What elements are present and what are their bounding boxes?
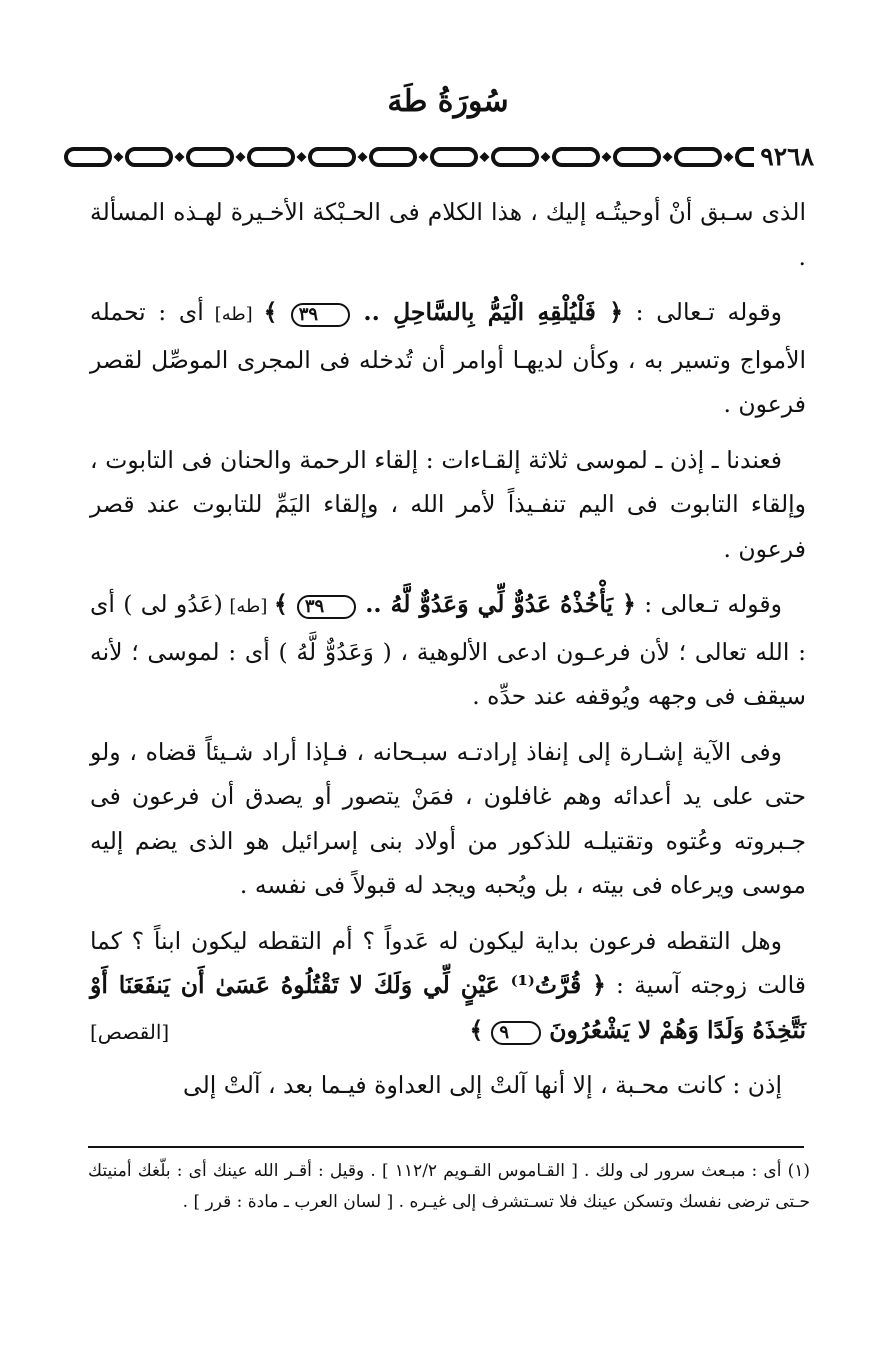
chain-diamond: [236, 152, 246, 162]
paragraph-3-text: فعندنا ـ إذن ـ لموسى ثلاثة إلقـاءات : إلقاء الرحمة والحنان فى التابوت ، وإلقاء التابوت فى اليم تنفـيذاً لأمر الله ، وإلقاء اليَمِّ للتابوت عند قصر فرعون .: [90, 445, 806, 563]
paragraph-2: [90, 290, 806, 427]
chain-link: [127, 149, 171, 165]
verse-number-marker: ٩: [491, 1021, 541, 1045]
chain-diamond: [541, 152, 551, 162]
chain-diamond: [175, 152, 185, 162]
paragraph-3: [90, 438, 806, 572]
chain-link: [554, 149, 598, 165]
quran-verse: ﴿ قُرَّتُ⁽¹⁾ عَيْنٍ لِّي وَلَكَ لا تَقْتُلُوهُ عَسَىٰ أَن يَنفَعَنَا أَوْ نَتَّخِذَهُ وَلَدًا وَهُمْ لا يَشْعُرُونَ: [90, 971, 806, 1044]
chain-diamond: [663, 152, 673, 162]
header-ornament-row: [64, 140, 836, 174]
chain-diamond: [297, 152, 307, 162]
paragraph-7-text: إذن : كانت محـبة ، إلا أنها آلتْ إلى العداوة فيـما بعد ، آلتْ إلى: [182, 1071, 782, 1099]
paragraph-6: [90, 919, 806, 1053]
paragraph-5: [90, 730, 806, 908]
paragraph-4-intro: وقوله تـعالى :: [635, 590, 783, 618]
chain-diamond: [480, 152, 490, 162]
paragraph-6-intro: وهل التقطه فرعون بداية ليكون له عَدواً ؟ أم التقطه ليكون ابناً ؟ كما قالت زوجته آسية :: [90, 926, 806, 999]
verse-number-marker: ٣٩: [291, 303, 350, 327]
chain-diamond: [602, 152, 612, 162]
chain-diamond: [114, 152, 124, 162]
footnote-divider: [88, 1146, 804, 1148]
chain-diamond: [358, 152, 368, 162]
verse-number-marker: ٣٩: [297, 595, 356, 619]
verse-close-bracket: ﴾: [263, 298, 291, 326]
chain-link: [493, 149, 537, 165]
surah-title: سُورَةُ طَهَ: [387, 84, 509, 119]
page-number: ٩٢٦٨: [754, 142, 820, 172]
verse-close-bracket: ﴾: [274, 590, 297, 618]
paragraph-5-text: وفى الآية إشـارة إلى إنفاذ إرادتـه سبـحانه ، فـإذا أراد شـيئاً قضاه ، ولو حتى على يد أعدائه وهم غافلون ، فمَنْ يتصور أو يصدق أن فرعون فى جـبروته وعُتوه وتقتيلـه للذكور من أولاد بنى إسرائيل هو الذى يضم إليه موسى ويرعاه فى بيته ، بل ويُحبه ويجد له قبولاً فى نفسه .: [90, 737, 806, 899]
paragraph-7: [90, 1063, 806, 1108]
paragraph-1: [90, 190, 806, 279]
chain-link: [432, 149, 476, 165]
chain-link: [371, 149, 415, 165]
chain-link: [188, 149, 232, 165]
paragraph-4: [90, 582, 806, 719]
surah-reference: [طه]: [203, 304, 264, 325]
paragraph-2-intro: وقوله تـعالى :: [623, 298, 783, 326]
chain-link: [249, 149, 293, 165]
chain-link: [676, 149, 720, 165]
chain-diamond: [419, 152, 429, 162]
chain-link: [66, 149, 110, 165]
footnote: [88, 1156, 810, 1218]
paragraph-1-text: الذى سـبق أنْ أوحيتُـه إليك ، هذا الكلام فى الحـبْكة الأخـيرة لهـذه المسألة .: [90, 198, 806, 271]
chain-link: [310, 149, 354, 165]
quran-verse: ﴿ فَلْيُلْقِهِ الْيَمُّ بِالسَّاحِلِ ..: [350, 298, 624, 326]
paragraph-2-commentary: أى : تحمله الأمواج وتسير به ، وكأن لديهـا أوامر أن تُدخله فى المجرى الموصِّل لقصر فرعون .: [90, 298, 806, 418]
surah-reference: [طه]: [222, 596, 274, 617]
surah-reference: [القصص]: [90, 1019, 170, 1044]
chain-diamond: [724, 152, 734, 162]
chain-link: [615, 149, 659, 165]
footnote-text: (١) أى : مبـعث سرور لى ولك . [ القـاموس القـويم ١١٢/٢ ] . وقيل : أقـر الله عينك أى : بلّغك أمنيتك حـتى ترضى نفسك وتسكن عينك فلا تسـتشرف إلى غيـره . [ لسان العرب ـ مادة : قرر ] .: [88, 1161, 811, 1212]
verse-close-bracket: ﴾: [469, 1015, 492, 1044]
paragraph-4-commentary: (عَدُو لى ) أى : الله تعالى ؛ لأن فرعـون ادعى الألوهية ، ( وَعَدُوٌّ لَّهُ ) أى : لموسى ؛ لأنه سيقف فى وجهه ويُوقفه عند حدِّه .: [90, 590, 806, 710]
body-text: [90, 190, 806, 1119]
chain-ornament: [64, 140, 836, 174]
quran-verse: ﴿ يَأْخُذْهُ عَدُوٌّ لِّي وَعَدُوٌّ لَّهُ ..: [356, 590, 636, 618]
